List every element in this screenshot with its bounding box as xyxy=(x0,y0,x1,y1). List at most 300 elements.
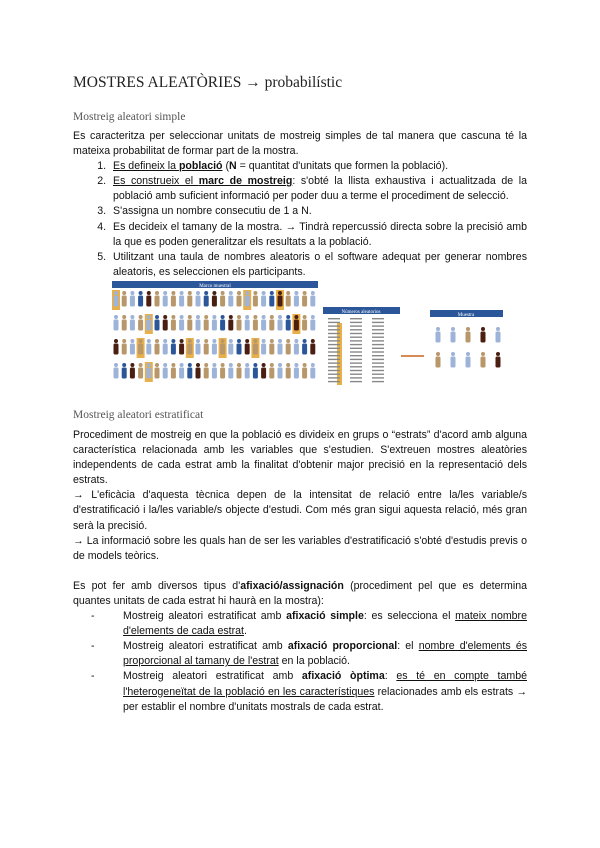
person-icon xyxy=(212,339,216,343)
person-icon xyxy=(278,368,283,379)
number-entry xyxy=(350,333,362,334)
number-entry xyxy=(328,322,340,323)
person-icon xyxy=(196,339,200,343)
person-icon xyxy=(122,291,126,295)
list-item: - Mostreig aleatori estratificat amb afixació simple: es selecciona el mateix nombre d'elements de cada estrat. xyxy=(109,609,527,639)
number-entry xyxy=(350,337,362,338)
number-entry xyxy=(372,377,384,378)
person-icon xyxy=(286,344,291,355)
person-icon xyxy=(212,296,217,307)
person-icon xyxy=(146,320,151,331)
population-grid xyxy=(112,290,315,382)
person-icon xyxy=(196,320,201,331)
person-icon xyxy=(163,320,168,331)
number-entry xyxy=(372,355,384,356)
person-icon xyxy=(196,296,201,307)
person-icon xyxy=(229,291,233,295)
number-entry xyxy=(328,344,340,345)
person-icon xyxy=(114,291,118,295)
number-entry xyxy=(372,337,384,338)
person-icon xyxy=(147,339,151,343)
person-icon xyxy=(171,344,176,355)
person-icon xyxy=(261,368,266,379)
person-icon xyxy=(261,296,266,307)
person-icon xyxy=(179,344,184,355)
person-icon xyxy=(237,291,241,295)
person-icon xyxy=(212,320,217,331)
person-icon xyxy=(278,339,282,343)
person-icon xyxy=(138,320,143,331)
person-icon xyxy=(188,363,192,367)
list-item: - Mostreig aleatori estratificat amb afixació òptima: es té en compte també l'heterogeneïtat de la població en les característiques relacionades amb els estrats → per establir el nombre d'unitats mostrals de cada estrat. xyxy=(109,669,527,714)
person-icon xyxy=(204,315,208,319)
person-icon xyxy=(311,363,315,367)
person-icon xyxy=(229,363,233,367)
person-icon xyxy=(302,344,307,355)
list-item: 5. Utilitzant una taula de nombres aleatoris o el software adequat per generar nombres aleatoris, es seleccionen els participants. xyxy=(109,250,527,280)
person-icon xyxy=(245,296,250,307)
number-entry xyxy=(328,318,340,319)
person-icon xyxy=(496,327,500,331)
person-icon xyxy=(237,320,242,331)
number-entry xyxy=(328,362,340,363)
person-icon xyxy=(163,296,168,307)
person-icon xyxy=(278,320,283,331)
person-icon xyxy=(180,339,184,343)
person-icon xyxy=(179,320,184,331)
person-icon xyxy=(245,368,250,379)
person-icon xyxy=(302,320,307,331)
paragraph: → La informació sobre les quals han de ser les variables d'estratificació s'obté d'estudis previs o de models teòrics. xyxy=(73,534,527,562)
marco-label: Marco muestral xyxy=(199,284,231,289)
person-icon xyxy=(163,368,168,379)
person-icon xyxy=(188,315,192,319)
list-item: 2. Es construeix el marc de mostreig: s'obté la llista exhaustiva i actualitzada de la població amb suficient informació per poder duu a terme el procediment de selecció. xyxy=(109,174,527,204)
person-icon xyxy=(212,315,216,319)
section-simple xyxy=(73,129,527,280)
number-entry xyxy=(350,377,362,378)
person-icon xyxy=(311,291,315,295)
person-icon xyxy=(122,339,126,343)
person-icon xyxy=(163,339,167,343)
person-icon xyxy=(212,291,216,295)
number-entry xyxy=(350,340,362,341)
person-icon xyxy=(163,291,167,295)
person-icon xyxy=(114,344,119,355)
person-icon xyxy=(138,296,143,307)
person-icon xyxy=(253,363,257,367)
person-icon xyxy=(163,315,167,319)
person-icon xyxy=(270,339,274,343)
section-stratified xyxy=(73,428,527,715)
person-icon xyxy=(155,320,160,331)
person-icon xyxy=(286,320,291,331)
person-icon xyxy=(253,339,257,343)
person-icon xyxy=(311,339,315,343)
person-icon xyxy=(237,368,242,379)
person-icon xyxy=(270,291,274,295)
person-icon xyxy=(294,344,299,355)
number-entry xyxy=(372,359,384,360)
person-icon xyxy=(253,291,257,295)
person-icon xyxy=(204,339,208,343)
person-icon xyxy=(302,368,307,379)
person-icon xyxy=(212,344,217,355)
person-icon xyxy=(188,339,192,343)
sampling-figure xyxy=(110,281,510,387)
person-icon xyxy=(155,296,160,307)
person-icon xyxy=(228,296,233,307)
person-icon xyxy=(436,332,441,343)
person-icon xyxy=(237,339,241,343)
person-icon xyxy=(122,296,127,307)
person-icon xyxy=(180,291,184,295)
person-icon xyxy=(130,296,135,307)
person-icon xyxy=(294,291,298,295)
person-icon xyxy=(245,339,249,343)
person-icon xyxy=(147,291,151,295)
person-icon xyxy=(262,315,266,319)
person-icon xyxy=(451,327,455,331)
list-item: 1. Es defineix la població (N = quantitat d'unitats que formen la població). xyxy=(109,159,527,174)
number-entry xyxy=(328,355,340,356)
person-icon xyxy=(261,320,266,331)
paragraph: Procediment de mostreig en que la població es divideix en grups o “estrats” d'acord amb alguna característica relacionada amb les variables que s'estudien. S'extreuen mostres aleatòries independents de cada estrat amb la finalitat d'obtenir major precisió en la representació dels estrats. xyxy=(73,429,527,487)
person-icon xyxy=(220,344,225,355)
person-icon xyxy=(179,296,184,307)
person-icon xyxy=(303,363,307,367)
number-entry xyxy=(350,325,362,326)
person-icon xyxy=(228,320,233,331)
person-icon xyxy=(180,363,184,367)
person-icon xyxy=(294,315,298,319)
person-icon xyxy=(253,368,258,379)
number-entry xyxy=(372,325,384,326)
person-icon xyxy=(237,315,241,319)
number-entry xyxy=(350,344,362,345)
person-icon xyxy=(253,320,258,331)
person-icon xyxy=(286,363,290,367)
number-entry xyxy=(350,318,362,319)
person-icon xyxy=(204,344,209,355)
person-icon xyxy=(221,339,225,343)
person-icon xyxy=(130,320,135,331)
person-icon xyxy=(139,315,143,319)
person-icon xyxy=(114,296,119,307)
person-icon xyxy=(221,363,225,367)
person-icon xyxy=(196,315,200,319)
person-icon xyxy=(187,320,192,331)
person-icon xyxy=(221,291,225,295)
person-icon xyxy=(180,315,184,319)
person-icon xyxy=(253,296,258,307)
number-entry xyxy=(328,374,340,375)
number-entry xyxy=(328,366,340,367)
person-icon xyxy=(130,339,134,343)
person-icon xyxy=(270,315,274,319)
person-icon xyxy=(286,296,291,307)
steps-list xyxy=(73,159,527,280)
person-icon xyxy=(155,339,159,343)
number-entry xyxy=(350,329,362,330)
person-icon xyxy=(171,315,175,319)
muestra-label: Muestra xyxy=(457,313,475,318)
person-icon xyxy=(294,363,298,367)
person-icon xyxy=(278,344,283,355)
person-icon xyxy=(245,344,250,355)
person-icon xyxy=(196,344,201,355)
person-icon xyxy=(188,291,192,295)
number-entry xyxy=(350,362,362,363)
person-icon xyxy=(269,368,274,379)
person-icon xyxy=(237,363,241,367)
person-icon xyxy=(286,368,291,379)
afixacio-list xyxy=(73,609,527,715)
person-icon xyxy=(436,327,440,331)
person-icon xyxy=(163,363,167,367)
person-icon xyxy=(155,363,159,367)
person-icon xyxy=(130,344,135,355)
number-entry xyxy=(328,348,340,349)
person-icon xyxy=(262,363,266,367)
person-icon xyxy=(262,339,266,343)
person-icon xyxy=(122,315,126,319)
number-entry xyxy=(328,351,340,352)
number-entry xyxy=(372,333,384,334)
person-icon xyxy=(155,344,160,355)
person-icon xyxy=(278,315,282,319)
person-icon xyxy=(481,332,486,343)
person-icon xyxy=(466,332,471,343)
person-icon xyxy=(237,344,242,355)
person-icon xyxy=(204,320,209,331)
person-icon xyxy=(196,368,201,379)
intro-paragraph: Es caracteritza per seleccionar unitats de mostreig simples de tal manera que cascuna té la mateixa probabilitat de formar part de la mostra. xyxy=(73,130,527,158)
number-entry xyxy=(328,377,340,378)
person-icon xyxy=(221,315,225,319)
person-icon xyxy=(204,296,209,307)
person-icon xyxy=(286,291,290,295)
number-entry xyxy=(328,325,340,326)
number-entry xyxy=(372,329,384,330)
person-icon xyxy=(122,320,127,331)
person-icon xyxy=(146,344,151,355)
list-item: 4. Es decideix el tamany de la mostra. → Tindrà repercussió directa sobre la precisió amb la que es poden generalitzar els resultats a la població. xyxy=(109,220,527,250)
person-icon xyxy=(155,291,159,295)
person-icon xyxy=(253,315,257,319)
number-entry xyxy=(350,322,362,323)
person-icon xyxy=(130,315,134,319)
person-icon xyxy=(286,315,290,319)
person-icon xyxy=(311,315,315,319)
number-entry xyxy=(372,322,384,323)
person-icon xyxy=(114,339,118,343)
person-icon xyxy=(466,352,470,356)
person-icon xyxy=(204,363,208,367)
person-icon xyxy=(171,291,175,295)
number-entry xyxy=(350,355,362,356)
person-icon xyxy=(278,291,282,295)
person-icon xyxy=(147,315,151,319)
person-icon xyxy=(139,291,143,295)
person-icon xyxy=(269,320,274,331)
number-entry xyxy=(372,340,384,341)
person-icon xyxy=(451,352,455,356)
person-icon xyxy=(294,320,299,331)
person-icon xyxy=(481,327,485,331)
number-entry xyxy=(350,370,362,371)
person-icon xyxy=(466,357,471,368)
person-icon xyxy=(171,368,176,379)
person-icon xyxy=(451,332,456,343)
selected-column xyxy=(337,323,342,385)
person-icon xyxy=(228,344,233,355)
person-icon xyxy=(122,368,127,379)
person-icon xyxy=(481,352,485,356)
person-icon xyxy=(130,291,134,295)
person-icon xyxy=(196,363,200,367)
person-icon xyxy=(303,339,307,343)
person-icon xyxy=(245,363,249,367)
number-entry xyxy=(372,362,384,363)
number-entry xyxy=(328,340,340,341)
person-icon xyxy=(187,344,192,355)
number-entry xyxy=(328,381,340,382)
person-icon xyxy=(114,320,119,331)
page-title: MOSTRES ALEATÒRIES → probabilístic xyxy=(73,74,343,91)
person-icon xyxy=(303,315,307,319)
person-icon xyxy=(139,339,143,343)
person-icon xyxy=(302,296,307,307)
person-icon xyxy=(187,368,192,379)
person-icon xyxy=(212,363,216,367)
person-icon xyxy=(269,344,274,355)
number-entry xyxy=(350,366,362,367)
person-icon xyxy=(122,344,127,355)
person-icon xyxy=(171,363,175,367)
list-item: 3. S'assigna un nombre consecutiu de 1 a N. xyxy=(109,204,527,219)
paragraph: Es pot fer amb diversos tipus d'afixació/assignación (procediment pel que es determina quantes unitats de cada estrat hi haurà en la mostra): xyxy=(73,579,527,607)
person-icon xyxy=(114,368,119,379)
person-icon xyxy=(114,315,118,319)
person-icon xyxy=(220,296,225,307)
number-entry xyxy=(328,337,340,338)
list-item: - Mostreig aleatori estratificat amb afixació proporcional: el nombre d'elements és proporcional al tamany de l'estrat en la població. xyxy=(109,639,527,669)
person-icon xyxy=(286,339,290,343)
person-icon xyxy=(310,320,315,331)
person-icon xyxy=(261,344,266,355)
person-icon xyxy=(220,320,225,331)
number-entry xyxy=(372,348,384,349)
person-icon xyxy=(294,296,299,307)
number-entry xyxy=(328,359,340,360)
person-icon xyxy=(436,357,441,368)
person-icon xyxy=(204,368,209,379)
person-icon xyxy=(294,368,299,379)
number-entry xyxy=(372,366,384,367)
person-icon xyxy=(114,363,118,367)
person-icon xyxy=(269,296,274,307)
person-icon xyxy=(303,291,307,295)
person-icon xyxy=(204,291,208,295)
number-entry xyxy=(372,344,384,345)
number-entry xyxy=(350,374,362,375)
person-icon xyxy=(171,339,175,343)
number-entry xyxy=(372,370,384,371)
person-icon xyxy=(245,315,249,319)
person-icon xyxy=(310,368,315,379)
number-entry xyxy=(328,370,340,371)
number-entry xyxy=(350,351,362,352)
person-icon xyxy=(466,327,470,331)
person-icon xyxy=(212,368,217,379)
random-numbers-table xyxy=(328,318,384,385)
person-icon xyxy=(310,296,315,307)
sample-grid xyxy=(436,327,501,368)
number-entry xyxy=(328,329,340,330)
person-icon xyxy=(138,368,143,379)
numeros-label: Números aleatorios xyxy=(341,310,381,315)
person-icon xyxy=(146,368,151,379)
person-icon xyxy=(196,291,200,295)
number-entry xyxy=(372,318,384,319)
person-icon xyxy=(496,357,501,368)
person-icon xyxy=(245,291,249,295)
person-icon xyxy=(481,357,486,368)
number-entry xyxy=(350,381,362,382)
person-icon xyxy=(262,291,266,295)
person-icon xyxy=(228,368,233,379)
person-icon xyxy=(496,352,500,356)
number-entry xyxy=(350,359,362,360)
person-icon xyxy=(294,339,298,343)
person-icon xyxy=(139,363,143,367)
person-icon xyxy=(270,363,274,367)
person-icon xyxy=(220,368,225,379)
person-icon xyxy=(163,344,168,355)
person-icon xyxy=(245,320,250,331)
person-icon xyxy=(496,332,501,343)
person-icon xyxy=(171,320,176,331)
number-entry xyxy=(350,348,362,349)
person-icon xyxy=(130,363,134,367)
person-icon xyxy=(147,363,151,367)
person-icon xyxy=(146,296,151,307)
person-icon xyxy=(187,296,192,307)
number-entry xyxy=(372,351,384,352)
paragraph: → L'eficàcia d'aquesta tècnica depen de la intensitat de relació entre la/les variable/s d'estratificació i la/les variable/s objecte d'estudi. Com més gran sigui aquesta relació, més gran serà la precisió. xyxy=(73,489,527,532)
person-icon xyxy=(451,357,456,368)
person-icon xyxy=(130,368,135,379)
person-icon xyxy=(155,315,159,319)
number-entry xyxy=(372,381,384,382)
person-icon xyxy=(253,344,258,355)
person-icon xyxy=(278,296,283,307)
person-icon xyxy=(310,344,315,355)
person-icon xyxy=(229,315,233,319)
person-icon xyxy=(171,296,176,307)
person-icon xyxy=(229,339,233,343)
section-heading-simple: Mostreig aleatori simple xyxy=(73,111,186,123)
number-entry xyxy=(372,374,384,375)
person-icon xyxy=(436,352,440,356)
person-icon xyxy=(278,363,282,367)
number-entry xyxy=(328,333,340,334)
person-icon xyxy=(179,368,184,379)
section-heading-stratified: Mostreig aleatori estratificat xyxy=(73,409,204,421)
person-icon xyxy=(237,296,242,307)
person-icon xyxy=(155,368,160,379)
